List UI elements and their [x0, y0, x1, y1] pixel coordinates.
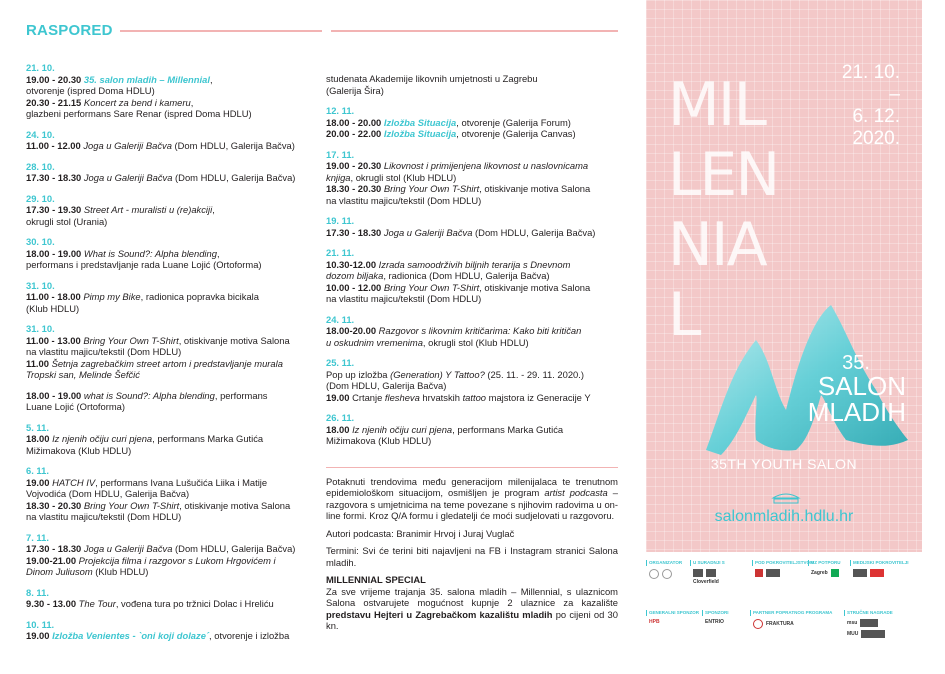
entry-text: (Dom HDLU, Galerija Bačva) [472, 226, 596, 238]
entry-text: (Dom HDLU, Galerija Bačva) [171, 140, 295, 151]
entry-date: 24. 10. [26, 128, 55, 140]
top-rule-left [120, 30, 322, 32]
entry-text: , otvorenje i izložba [209, 630, 290, 641]
sponsor-group-general [646, 610, 699, 625]
entry-highlight: Izložba Situacija [383, 128, 457, 139]
entry-text: okrugli stol (Urania) [26, 215, 108, 227]
entry-text: studenata Akademije likovnih umjetnosti u Zagrebu [326, 73, 538, 84]
ministry-logo-icon [766, 569, 780, 577]
entry-title: u oskudnim vremenima [326, 336, 423, 348]
entry-title: Pimp my Bike [83, 291, 141, 302]
entry-title: The Tour [78, 598, 116, 609]
entry-text: (Dom HDLU, Galerija Bačva) [172, 543, 296, 554]
podcast-authors: Autori podcasta: Branimir Hrvoj i Juraj Vuglač [326, 527, 515, 539]
entry-text: (Galerija Šira) [326, 84, 384, 96]
award-logo-icon [861, 630, 885, 638]
entry-time: 18.30 - 20.30 [26, 499, 84, 511]
podcast-section [326, 476, 618, 569]
entry-highlight: Izložba Situacija [383, 116, 457, 128]
entry-text: , performans Marka Gutića [452, 423, 564, 435]
date-dash: – [889, 84, 900, 105]
entry-time: 17.30 - 18.30 [26, 543, 84, 554]
msu-logo: msu [847, 620, 858, 626]
sponsors-area [646, 560, 922, 660]
entry-title: HATCH IV [52, 476, 96, 488]
schedule-entry [26, 129, 318, 152]
special-section [326, 574, 618, 632]
entry-time: 9.30 - 13.00 [26, 598, 79, 609]
entry-title: What is Sound?: Alpha blending [83, 247, 217, 259]
entry-date: 21. 11. [326, 247, 355, 258]
poster-letters-row: MIL [668, 70, 765, 140]
entry-text: , otvorenje (Galerija Forum) [456, 116, 571, 128]
org-logo-icon [662, 569, 672, 579]
youth-salon-label: 35TH YOUTH SALON [710, 456, 858, 472]
entry-date: 5. 11. [26, 421, 49, 433]
entry-time: 17.30 - 18.30 [26, 172, 84, 183]
entry-title: Razgovor s likovnim kritičarima: Kako biti kritičan [378, 325, 582, 336]
entry-text: hrvatskih [419, 391, 463, 403]
entry-time: 18.00 - 19.00 [26, 247, 84, 259]
schedule-entry [326, 357, 618, 403]
top-rule-right [331, 30, 618, 32]
entry-text: , radionica (Dom HDLU, Galerija Bačva) [383, 270, 550, 281]
section-divider [326, 467, 618, 468]
entry-title: Koncert za bend i kameru [83, 96, 191, 108]
entry-date: 29. 10. [26, 192, 55, 204]
salon-line: MLADIH [807, 397, 906, 427]
schedule-entry [326, 215, 618, 238]
schedule-column-right [326, 62, 618, 638]
entry-time: 20.00 - 22.00 [326, 128, 384, 139]
entry-text: , otvorenje (Galerija Canvas) [456, 128, 576, 139]
schedule-entry [26, 193, 318, 228]
entry-date: 30. 10. [26, 236, 55, 247]
entry-title: Šetnja zagrebačkim street artom i predstavljanje murala [51, 357, 283, 369]
millennial-poster [646, 0, 922, 552]
sponsor-group-organizer [646, 560, 682, 579]
schedule-entry [26, 323, 318, 413]
entry-date: 17. 11. [326, 148, 355, 160]
entry-date: 8. 11. [26, 586, 49, 598]
special-text: po cijeni od 30 kn. [326, 608, 618, 631]
entry-title: Joga u Galeriji Bačva [83, 172, 173, 183]
entry-title: knjiga [326, 171, 351, 183]
entry-text: Crtanje [352, 391, 385, 403]
entry-title: Street Art - muralisti u (re)akciji [83, 204, 213, 215]
entry-time: 11.00 - 13.00 [26, 334, 84, 346]
schedule-entry [326, 412, 618, 447]
page-heading: RASPORED [26, 22, 113, 39]
podcast-text-italic: artist podcasta [544, 487, 608, 498]
schedule-entry [26, 422, 318, 457]
website-link[interactable]: salonmladih.hdlu.hr [714, 508, 854, 525]
entry-time: 11.00 - 18.00 [26, 291, 84, 302]
special-text: Za sve vrijeme trajanja 35. salona mladih – Millennial, s ulaznicom Salona ostvarujete mogućnost kupnje 2 ulaznice za kazalište [326, 585, 618, 608]
schedule-entry [26, 619, 318, 642]
special-text-bold: predstavu Hejteri u Zagrebačkom kazalištu mladih [326, 608, 553, 620]
schedule-entry [26, 161, 318, 184]
entry-time: 19.00 [26, 476, 53, 488]
entry-text: Mižimakova (Klub HDLU) [26, 444, 132, 456]
coop-logo-icon [706, 569, 716, 577]
entry-title: Bring Your Own T-Shirt [83, 499, 180, 511]
podcast-terms: Termini: Svi će terini biti najavljeni na FB i Instagram stranici Salona mladih. [326, 545, 618, 568]
entry-time: 19.00 - 20.30 [26, 73, 84, 85]
partner-logo-icon [753, 619, 763, 629]
entry-text: (Klub HDLU) [92, 566, 149, 577]
salon-name [746, 373, 906, 425]
entry-text: , okrugli stol (Klub HDLU) [422, 336, 529, 348]
entry-text: majstora iz Generacije Y [486, 391, 591, 403]
muu-logo: MUU [847, 631, 859, 637]
entry-text: , [212, 204, 215, 215]
hdlu-logo-icon [649, 569, 659, 579]
poster-letters-row: L [668, 280, 700, 350]
entry-time: 19.00 - 20.30 [326, 160, 384, 171]
entry-date: 7. 11. [26, 531, 49, 543]
entry-date: 21. 10. [26, 62, 55, 73]
special-title: MILLENNIAL SPECIAL [326, 574, 426, 585]
schedule-entry [26, 532, 318, 578]
entry-text: Vojvodića (Dom HDLU, Galerija Bačva) [26, 488, 190, 499]
museum-building-icon [771, 490, 801, 504]
date-start: 21. 10. [841, 62, 900, 83]
entry-text: , vođena tura po tržnici Dolac i Hreliću [115, 598, 274, 609]
media-logo-icon [870, 569, 884, 577]
fraktura-logo: FRAKTURA [766, 621, 794, 627]
sponsor-group-awards [844, 610, 893, 638]
sponsor-label: STRUČNE NAGRADE [844, 610, 893, 616]
entry-title: flesheva [384, 391, 420, 403]
schedule-entry [326, 105, 618, 140]
entry-time: 10.00 - 12.00 [326, 281, 384, 293]
entry-text: performans i predstavljanje rada Luane Lojić (Ortoforma) [26, 259, 262, 270]
schedule-entry [26, 62, 318, 120]
entry-text: Pop up izložba [326, 368, 391, 380]
coat-of-arms-icon [755, 569, 763, 577]
entry-text: , performans [214, 389, 268, 401]
media-logo-icon [853, 569, 867, 577]
sponsor-group-sponsors [702, 610, 729, 625]
entry-time: 18.00-20.00 [326, 325, 379, 336]
sponsor-label: GENERALNI SPONZOR [646, 610, 699, 616]
entry-time: 18.00 - 20.00 [326, 116, 384, 128]
poster-letters-row: LEN [668, 140, 779, 210]
sponsor-group-media [850, 560, 909, 577]
entry-time: 11.00 [26, 357, 52, 369]
sponsor-label: ORGANIZATOR [646, 560, 682, 566]
entry-text: otvorenje (ispred Doma HDLU) [26, 85, 155, 96]
entry-date: 6. 11. [26, 465, 49, 476]
entry-time: 10.30-12.00 [326, 258, 379, 270]
entrio-logo: ENTRIO [705, 619, 724, 625]
entry-text: Mižimakova (Klub HDLU) [326, 435, 432, 446]
entry-text: , [209, 73, 213, 85]
entry-text: na vlastitu majicu/tekstil (Dom HDLU) [326, 293, 482, 304]
entry-title: Joga u Galeriji Bačva [83, 140, 172, 151]
entry-text: , otiskivanje motiva Salona [479, 183, 591, 194]
entry-title: Iz njenih očiju curi pjena [352, 423, 453, 435]
entry-time: 18.30 - 20.30 [326, 183, 384, 194]
entry-title: Joga u Galeriji Bačva [383, 226, 473, 238]
schedule-entry [26, 587, 318, 610]
entry-title: what is Sound?: Alpha blending [83, 389, 215, 401]
entry-date: 25. 11. [326, 357, 355, 368]
entry-text: Luane Lojić (Ortoforma) [26, 401, 126, 412]
cloverfield-logo: Cloverfield [693, 579, 719, 585]
entry-time: 17.30 - 18.30 [326, 226, 384, 238]
entry-title: Iz njenih očiju curi pjena [52, 433, 153, 444]
hpb-logo: HPB [649, 619, 660, 625]
entry-highlight: Izložba Venientes - `oni koji dolaze´ [52, 630, 210, 641]
entry-text: glazbeni performans Sare Renar (ispred Doma HDLU) [26, 108, 252, 119]
entry-date: 10. 11. [26, 618, 55, 630]
entry-text: na vlastitu majicu/tekstil (Dom HDLU) [326, 194, 482, 206]
sponsor-group-cooperation [690, 560, 725, 585]
entry-text: , otiskivanje motiva Salona [178, 334, 290, 346]
entry-title: Dinom Juliusom [26, 566, 93, 577]
entry-text: (25. 11. - 29. 11. 2020.) [484, 368, 584, 380]
coop-logo-icon [693, 569, 703, 577]
entry-title: Bring Your Own T-Shirt [383, 281, 480, 293]
poster-dates [842, 62, 900, 150]
entry-time: 19.00 [26, 630, 53, 641]
support-logo-icon [831, 569, 839, 577]
sponsor-label: UZ POTPORU [808, 560, 841, 566]
entry-date: 31. 10. [26, 323, 55, 334]
sponsor-label: MEDIJSKI POKROVITELJI [850, 560, 909, 566]
entry-text: , [190, 96, 194, 108]
date-end: 6. 12. [852, 106, 900, 127]
entry-text: na vlastitu majicu/tekstil (Dom HDLU) [26, 511, 182, 522]
schedule-entry [326, 314, 618, 349]
entry-title: Bring Your Own T-Shirt [83, 334, 179, 346]
entry-text: (Klub HDLU) [26, 302, 80, 314]
entry-highlight: 35. salon mladih – Millennial [83, 73, 210, 85]
poster-letters-row: NIA [668, 210, 766, 280]
sponsor-group-partner [750, 610, 832, 629]
podcast-text: Potaknuti trendovima među generacijom milenijalaca te trenutnom epidemiološkom situacijom, osmišljen je program [326, 475, 618, 498]
entry-text: , [216, 247, 220, 259]
entry-time: 18.00 [326, 423, 353, 435]
entry-text: , performans Marka Gutića [152, 433, 264, 444]
award-logo-icon [860, 619, 878, 627]
entry-text: , performans Ivana Lušučića Liika i Matije [95, 476, 268, 488]
date-year: 2020. [852, 128, 900, 149]
sponsor-group-patronage [752, 560, 814, 577]
sponsor-label: SPONZORI [702, 610, 729, 616]
entry-date: 31. 10. [26, 279, 55, 291]
entry-time: 11.00 - 12.00 [26, 140, 84, 151]
entry-text: , radionica popravka bicikala [140, 291, 259, 302]
schedule-entry [326, 149, 618, 207]
schedule-entry [326, 247, 618, 305]
entry-time: 19.00-21.00 [26, 554, 79, 566]
entry-date: 12. 11. [326, 105, 355, 116]
entry-date: 28. 10. [26, 160, 55, 172]
sponsor-label: U SURADNJI S [690, 560, 725, 566]
sponsor-label: POD POKROVITELJSTVOM [752, 560, 814, 566]
entry-date: 26. 11. [326, 412, 355, 423]
zagreb-logo: Zagreb [811, 570, 828, 576]
salon-number: 35. [842, 352, 870, 374]
entry-text: (Dom HDLU, Galerija Bačva) [326, 380, 447, 391]
schedule-entry [26, 465, 318, 523]
entry-title: Projekcija filma i razgovor s Lukom Hrgovićem i [78, 554, 276, 566]
schedule-entry-continued [326, 73, 618, 96]
entry-title: Likovnost i primijenjena likovnost u naslovnicama [383, 160, 589, 171]
schedule-entry [26, 280, 318, 315]
entry-time: 20.30 - 21.15 [26, 96, 84, 108]
entry-time: 18.00 - 19.00 [26, 389, 84, 401]
entry-title: Izrada samoodrživih biljnih terarija s Dnevnom [378, 258, 571, 270]
entry-text: (Dom HDLU, Galerija Bačva) [172, 172, 296, 183]
schedule-entry [26, 236, 318, 271]
sponsor-group-support [808, 560, 841, 577]
entry-time: 19.00 [326, 391, 353, 403]
entry-text: , okrugli stol (Klub HDLU) [350, 171, 457, 183]
schedule-column-left [26, 62, 318, 651]
entry-date: 19. 11. [326, 215, 355, 226]
entry-text: , otiskivanje motiva Salona [479, 281, 591, 293]
entry-date: 24. 11. [326, 313, 355, 325]
entry-time: 17.30 - 19.30 [26, 204, 84, 215]
entry-title: Tropski san, Melinde Šefčić [26, 369, 140, 380]
sponsor-label: PARTNER POPRATNOG PROGRAMA [750, 610, 832, 616]
entry-title: tattoo [462, 391, 487, 403]
entry-title: dozom biljaka [326, 270, 384, 281]
entry-time: 18.00 [26, 433, 53, 444]
entry-title: Bring Your Own T-Shirt [383, 183, 480, 194]
podcast-text: – razgovora s umjetnicima na teme povezane s njihovim radovima u on-line formi. Kroz Q/A formu i gledatelji će moći sudjelovati u razgovoru. [326, 487, 618, 521]
salon-line: SALON [817, 371, 906, 401]
entry-text: , otiskivanje motiva Salona [179, 499, 291, 511]
entry-text: na vlastitu majicu/tekstil (Dom HDLU) [26, 346, 182, 357]
entry-title: (Generation) Y Tattoo? [390, 368, 485, 380]
entry-title: Joga u Galeriji Bačva [83, 543, 173, 554]
